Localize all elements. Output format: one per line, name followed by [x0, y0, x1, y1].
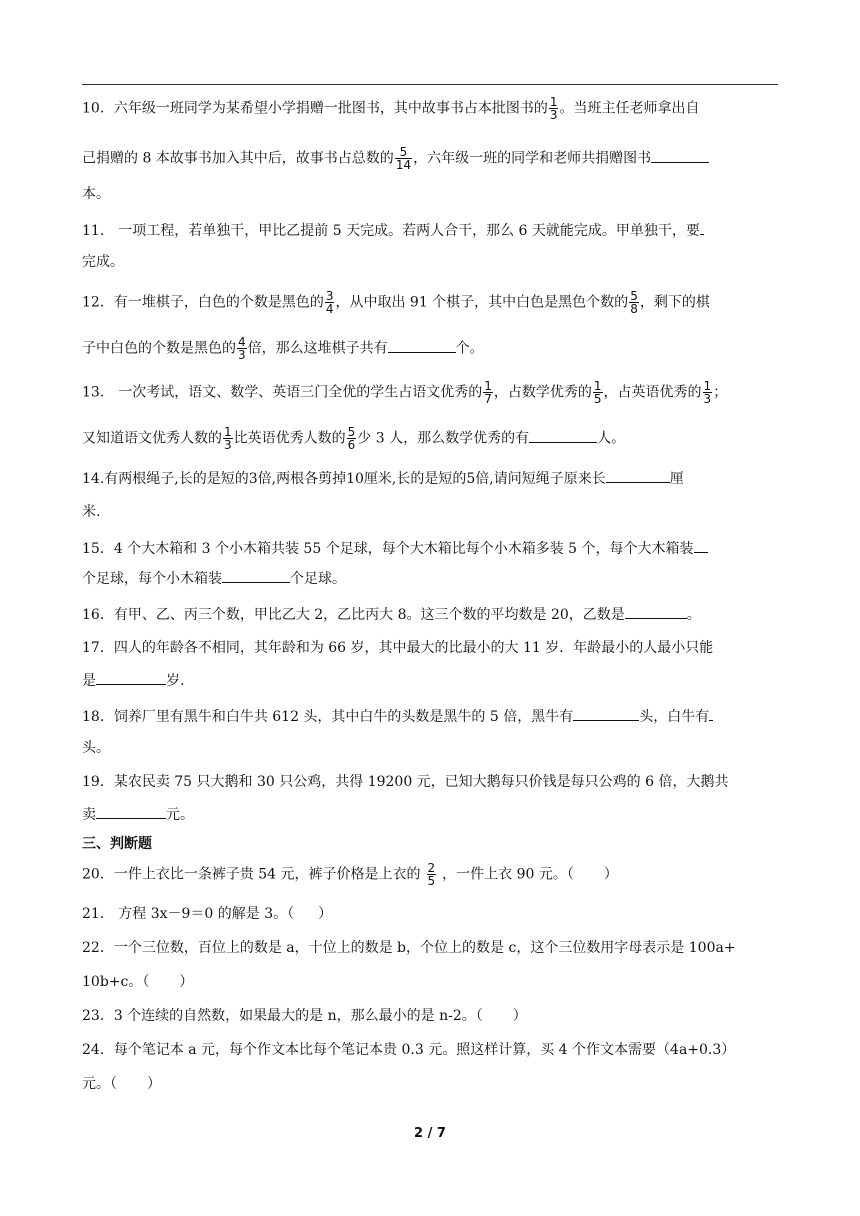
answer-blank[interactable] — [573, 706, 639, 721]
answer-blank[interactable] — [625, 604, 687, 619]
answer-blank[interactable] — [96, 670, 166, 685]
fraction: $\frac{5}{6}$ — [347, 425, 356, 452]
answer-blank[interactable] — [222, 568, 290, 583]
fraction: $\frac{1}{5}$ — [593, 379, 602, 406]
fraction: $\frac{4}{3}$ — [238, 335, 246, 362]
answer-blank[interactable] — [388, 338, 456, 353]
q12-line-2: 子中白色的个数是黑色的 $\frac{4}{3}$ 倍，那么这堆棋子共有 个。 — [82, 335, 484, 362]
q11-line-2: 完成。 — [82, 254, 124, 270]
q14-line-1: 14.有两根绳子,长的是短的3倍,两根各剪掉10厘米,长的是短的5倍,请问短绳子原来长 厘 — [82, 468, 782, 489]
q24-line-2: 元。（ ） — [82, 1076, 161, 1092]
answer-blank[interactable] — [700, 220, 704, 235]
answer-blank[interactable] — [651, 148, 709, 163]
answer-blank[interactable] — [709, 706, 713, 721]
q22-line-2: 10b+c。（ ） — [82, 974, 194, 990]
q10-line-1: 10．六年级一班同学为某希望小学捐赠一批图书，其中故事书占本批图书的 $\frac{1}{3}$ 。当班主任老师拿出自 — [82, 95, 700, 122]
q16-line-1: 16．有甲、乙、丙三个数，甲比乙大 2，乙比丙大 8。这三个数的平均数是 20，乙数是 。 — [82, 604, 782, 625]
fraction: $\frac{1}{3}$ — [703, 379, 712, 406]
fraction: $\frac{1}{3}$ — [224, 425, 232, 452]
q10-text: 10．六年级一班同学为某希望小学捐赠一批图书，其中故事书占本批图书的 — [82, 100, 548, 117]
fraction: $\frac{5}{8}$ — [630, 289, 638, 316]
page-number: 2 / 7 — [414, 1126, 446, 1141]
q19-line-2: 卖 元。 — [82, 804, 782, 825]
q18-line-1: 18．饲养厂里有黑牛和白牛共 612 头，其中白牛的头数是黑牛的 5 倍，黑牛有 头，白牛有 — [82, 706, 782, 727]
q12-line-1: 12．有一堆棋子，白色的个数是黑色的 $\frac{3}{4}$ ，从中取出 91 个棋子，其中白色是黑色个数的 $\frac{5}{8}$ ，剩下的棋 — [82, 289, 710, 316]
q24-line-1: 24．每个笔记本 a 元，每个作文本比每个笔记本贵 0.3 元。照这样计算，买 4 个作文本需要（4a+0.3） — [82, 1042, 736, 1058]
q11-line-1: 11． 一项工程，若单独干，甲比乙提前 5 天完成。若两人合干，那么 6 天就能完成。甲单独干，要 — [82, 220, 782, 241]
q15-line-1: 15．4 个大木箱和 3 个小木箱共装 55 个足球，每个大木箱比每个小木箱多装 5 个，每个大木箱装 — [82, 538, 782, 559]
q17-line-1: 17．四人的年龄各不相同，其年龄和为 66 岁，其中最大的比最小的大 11 岁．年龄最小的人最小只能 — [82, 640, 714, 656]
fraction: $\frac{3}{4}$ — [325, 289, 334, 316]
q10-line-2: 己捐赠的 8 本故事书加入其中后，故事书占总数的 $\frac{5}{14}$ ，六年级一班的同学和老师共捐赠图书 — [82, 146, 782, 171]
fraction: $\frac{1}{3}$ — [549, 95, 558, 122]
header-rule — [82, 84, 778, 85]
answer-blank[interactable] — [694, 538, 708, 553]
answer-blank[interactable] — [529, 428, 597, 443]
q15-line-2: 个足球，每个小木箱装 个足球。 — [82, 568, 782, 589]
q10-line-3: 本。 — [82, 186, 110, 202]
q18-line-2: 头。 — [82, 740, 110, 756]
q22-line-1: 22．一个三位数，百位上的数是 a，十位上的数是 b，个位上的数是 c，这个三位数用字母表示是 100a+ — [82, 940, 736, 956]
q21-line-1: 21． 方程 3x－9＝0 的解是 3。（ ） — [82, 906, 333, 922]
answer-blank[interactable] — [606, 468, 670, 483]
section-heading: 三、判断题 — [82, 836, 152, 852]
q14-line-2: 米. — [82, 504, 101, 520]
q13-line-1: 13． 一次考试，语文、数学、英语三门全优的学生占语文优秀的 $\frac{1}{7}$ ，占数学优秀的 $\frac{1}{5}$ ，占英语优秀的 $\frac{1}{3}$ ； — [82, 379, 728, 406]
q17-line-2: 是 岁. — [82, 670, 782, 691]
answer-blank[interactable] — [96, 804, 166, 819]
q13-line-2: 又知道语文优秀人数的 $\frac{1}{3}$ 比英语优秀人数的 $\frac{5}{6}$ 少 3 人，那么数学优秀的有 人。 — [82, 425, 626, 452]
fraction: $\frac{5}{14}$ — [395, 145, 412, 172]
q20-line-1: 20．一件上衣比一条裤子贵 54 元，裤子价格是上衣的 $\frac{2}{5}$ ，一件上衣 90 元。（ ） — [82, 861, 618, 888]
fraction: $\frac{2}{5}$ — [427, 861, 436, 888]
fraction: $\frac{1}{7}$ — [484, 379, 492, 406]
q19-line-1: 19．某农民卖 75 只大鹅和 30 只公鸡，共得 19200 元，已知大鹅每只价钱是每只公鸡的 6 倍，大鹅共 — [82, 774, 729, 790]
q23-line-1: 23．3 个连续的自然数，如果最大的是 n，那么最小的是 n-2。（ ） — [82, 1008, 527, 1024]
